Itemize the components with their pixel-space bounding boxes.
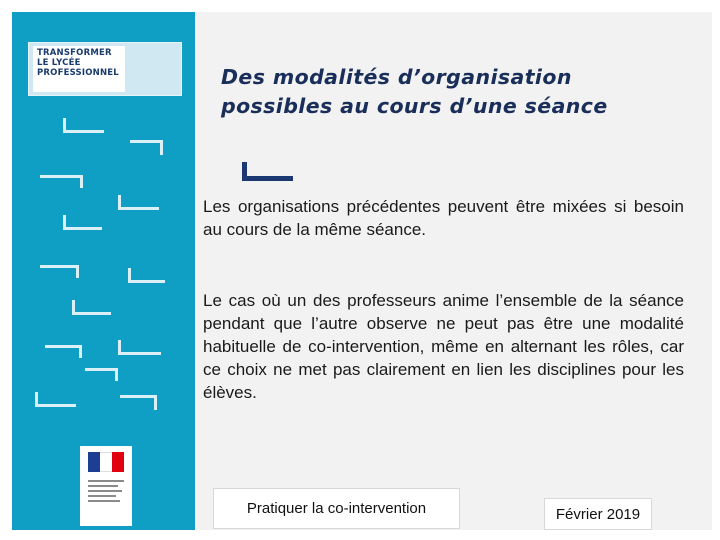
title-line-1: Des modalités d’organisation (221, 65, 572, 89)
brand-logo (28, 42, 182, 96)
title-line-2: possibles au cours d’une séance (221, 94, 608, 118)
main-content (205, 12, 712, 530)
bracket-decoration (128, 268, 165, 283)
bracket-decoration (45, 345, 82, 358)
paragraph-1: Les organisations précédentes peuvent être mixées si besoin au cours de la même séance. (203, 197, 684, 239)
bracket-decoration (63, 118, 104, 133)
bracket-decoration (120, 395, 157, 410)
bracket-decoration (72, 300, 111, 315)
bracket-decoration (40, 265, 79, 278)
paragraph-2: Le cas où un des professeurs anime l’ensemble de la séance pendant que l’autre observe ne peut pas être une modalité habituelle de co-intervention, même en alternant les rôles, car ce choix ne met pas clairement en lien les disciplines pour les élèves. (203, 291, 684, 402)
footer-topic: Pratiquer la co-intervention (213, 488, 460, 529)
bracket-decoration (130, 140, 163, 155)
accent-bracket (242, 162, 293, 181)
bracket-decoration (85, 368, 118, 381)
ministry-logo-text-lines (88, 480, 124, 505)
flag-icon (88, 452, 124, 472)
footer-date: Février 2019 (544, 498, 652, 530)
bracket-decoration (35, 392, 76, 407)
bracket-decoration (118, 340, 161, 355)
bracket-decoration (40, 175, 83, 188)
slide-title (221, 63, 691, 121)
bracket-decoration (63, 215, 102, 230)
ministry-logo (80, 446, 132, 526)
bracket-decoration (118, 195, 159, 210)
brand-text: TRANSFORMER LE LYCÉE PROFESSIONNEL (37, 48, 119, 78)
